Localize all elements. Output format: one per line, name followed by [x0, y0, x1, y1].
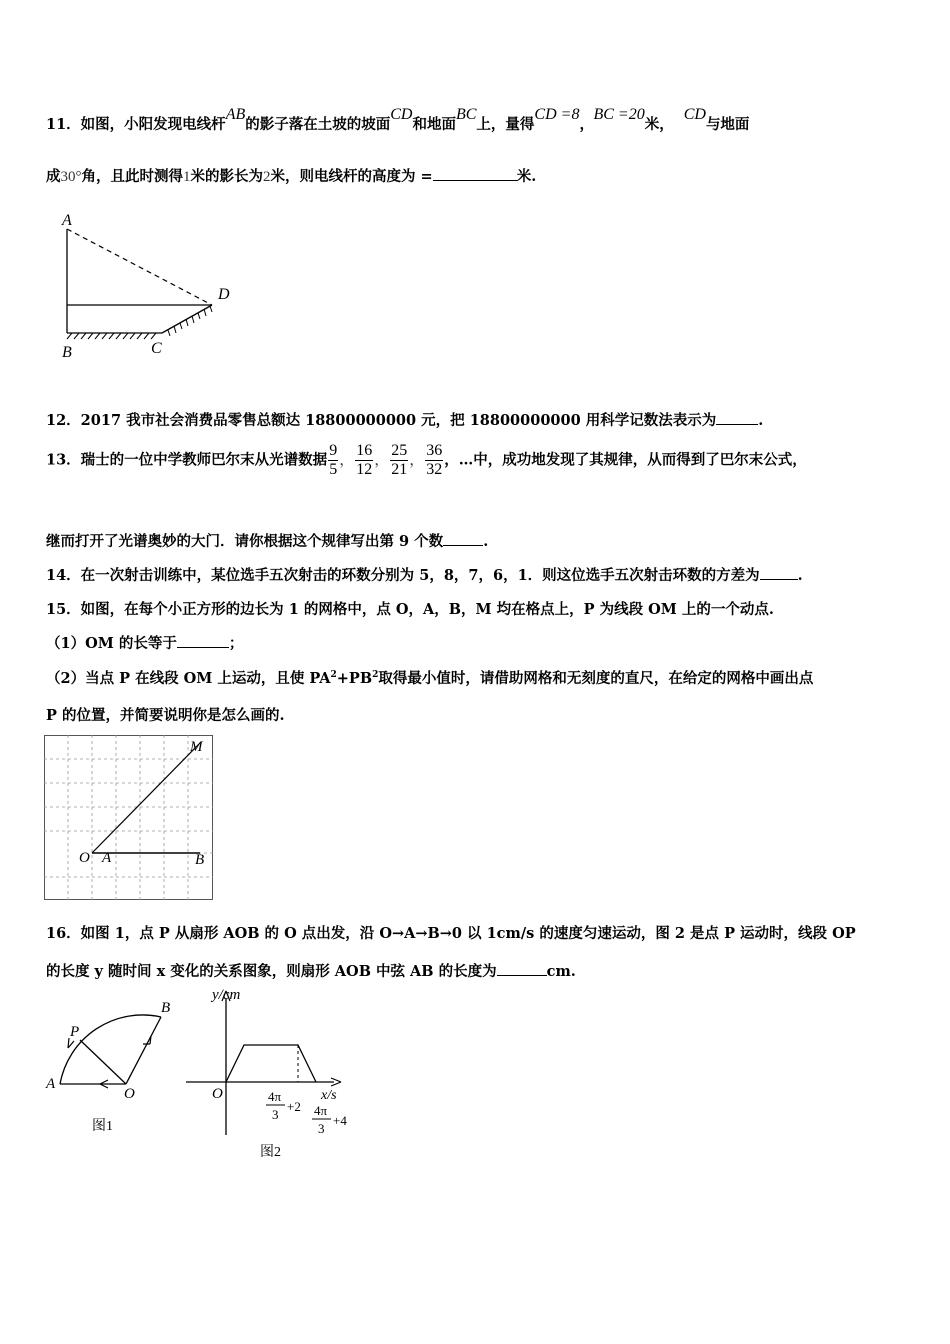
q16-line1 — [46, 922, 856, 943]
q14-text: 14．在一次射击训练中，某位选手五次射击的环数分别为 5，8，7，6，1．则这位选手五次射击环数的方差为 — [46, 567, 760, 584]
q13-frac-2: $\frac{16}{12}$ — [356, 442, 373, 478]
q13-answer-blank[interactable] — [443, 545, 483, 546]
q14-answer-blank[interactable] — [760, 579, 798, 580]
q11-cd: CD — [390, 106, 413, 123]
figure-q16-sector — [44, 992, 184, 1142]
q11-one: 1 — [183, 169, 191, 185]
fig16b-ylabel: y/cm — [212, 987, 241, 1003]
fig16a-label-O: O — [124, 1086, 135, 1102]
q12-answer-blank[interactable] — [716, 424, 758, 425]
q11-l2d: 米，则电线杆的高度为 = — [270, 168, 433, 185]
q11-text-d: 上，量得 — [476, 116, 535, 133]
q11-text-e: 米， — [644, 116, 674, 133]
q11-l2a: 成 — [46, 168, 61, 185]
q16-end: cm. — [546, 963, 576, 980]
fig16b-t2-num: 4π — [314, 1103, 328, 1118]
q15-part1-end: ； — [228, 635, 244, 652]
fig16a-label-A: A — [46, 1076, 56, 1092]
q13-sep-3: ， — [409, 452, 425, 469]
q13-frac-1: $\frac{9}{5}$ — [329, 442, 338, 478]
q13-end: . — [483, 533, 489, 550]
fig15-label-A: A — [102, 850, 112, 866]
q15-line2 — [46, 632, 243, 653]
fig16b-t1-num: 4π — [268, 1089, 282, 1104]
fig16a-label-P: P — [70, 1024, 80, 1040]
q11-cd-eq: CD =8 — [534, 106, 580, 123]
q16-text-l2: 的长度 y 随时间 x 变化的关系图象，则扇形 AOB 中弦 AB 的长度为 — [46, 963, 497, 980]
figure-q16-graph — [186, 985, 361, 1165]
q11-angle: 30° — [60, 169, 82, 185]
q16-line2 — [46, 960, 576, 981]
fig16b-caption: 图2 — [260, 1145, 281, 1160]
fig16b-xlabel: x/s — [321, 1088, 337, 1103]
q11-text-c: 和地面 — [412, 116, 456, 133]
q11-text-b: 的影子落在土坡的坡面 — [245, 116, 391, 133]
q15-line4 — [46, 704, 285, 725]
fig16b-origin: O — [212, 1086, 223, 1102]
fig16b-t2-add: +4 — [333, 1113, 347, 1128]
q13-line2 — [46, 530, 488, 551]
q15-answer-blank[interactable] — [177, 647, 229, 648]
q11-line1 — [46, 106, 750, 134]
q15-part2-a: （2）当点 P 在线段 OM 上运动，且使 PA — [46, 670, 331, 687]
fig11-label-A: A — [62, 212, 72, 229]
fig16b-t1-den: 3 — [272, 1107, 279, 1122]
fig11-label-D: D — [218, 286, 230, 303]
fig11-label-B: B — [62, 344, 72, 361]
fig15-label-M: M — [190, 739, 203, 755]
q13-sep-1: ， — [339, 452, 355, 469]
fig16a-label-B: B — [161, 1000, 171, 1016]
q11-text-f: 与地面 — [705, 116, 750, 133]
q11-l2c: 米的影长为 — [190, 168, 263, 185]
fig16b-t1-add: +2 — [287, 1099, 301, 1114]
fig16b-t2-den: 3 — [318, 1121, 325, 1136]
q16-answer-blank[interactable] — [497, 975, 547, 976]
fig11-label-C: C — [151, 340, 162, 357]
q14-end: . — [797, 567, 803, 584]
q15-part2-b: +PB — [336, 670, 373, 687]
q15-part3: P 的位置，并简要说明你是怎么画的. — [46, 707, 285, 724]
q15-line1 — [46, 598, 774, 619]
q11-answer-blank[interactable] — [433, 180, 517, 181]
q12-end: . — [758, 412, 764, 429]
q13-frac-3: $\frac{25}{21}$ — [391, 442, 408, 478]
q15-sup-a: 2 — [330, 670, 337, 681]
q15-sup-b: 2 — [372, 670, 379, 681]
q13-text-b: ，…中，成功地发现了其规律，从而得到了巴尔末公式， — [444, 451, 807, 469]
q15-part2-c: 取得最小值时，请借助网格和无刻度的直尺，在给定的网格中画出点 — [378, 670, 814, 687]
q15-line3 — [46, 667, 813, 688]
q12-line — [46, 409, 763, 430]
q11-two: 2 — [263, 169, 271, 185]
q11-bc-eq: BC =20 — [593, 106, 645, 123]
q12-text: 12．2017 我市社会消费品零售总额达 18800000000 元，把 18800000000 用科学记数法表示为 — [46, 412, 717, 429]
q13-sep-2: ， — [374, 452, 390, 469]
q11-l2b: 角，且此时测得 — [81, 168, 183, 185]
q13-frac-4: $\frac{36}{32}$ — [426, 442, 443, 478]
fig15-label-O: O — [79, 850, 90, 866]
q11-l2e: 米. — [516, 168, 537, 185]
q11-ab: AB — [225, 106, 246, 123]
q14-line — [46, 564, 803, 585]
q13-line1 — [46, 442, 807, 479]
q15-part1: （1）OM 的长等于 — [46, 635, 177, 652]
q11-line2 — [46, 165, 536, 186]
figure-q11 — [50, 205, 250, 365]
q11-text-a: 11．如图，小阳发现电线杆 — [46, 116, 226, 133]
fig15-label-B: B — [195, 852, 205, 868]
q13-text-a: 13．瑞士的一位中学教师巴尔末从光谱数据 — [46, 451, 328, 469]
q11-bc: BC — [455, 106, 477, 123]
q11-comma: ， — [579, 116, 594, 133]
fig16a-caption: 图1 — [92, 1119, 113, 1134]
q15-text: 15．如图，在每个小正方形的边长为 1 的网格中，点 O，A，B，M 均在格点上，P 为线段 OM 上的一个动点. — [46, 601, 774, 618]
q11-cd2: CD — [683, 106, 706, 123]
figure-q15-grid — [44, 735, 216, 903]
q16-text: 16．如图 1，点 P 从扇形 AOB 的 O 点出发，沿 O→A→B→0 以 1cm/s 的速度匀速运动，图 2 是点 P 运动时，线段 OP — [46, 925, 856, 942]
q13-text-l2: 继而打开了光谱奥妙的大门．请你根据这个规律写出第 9 个数 — [46, 533, 444, 550]
